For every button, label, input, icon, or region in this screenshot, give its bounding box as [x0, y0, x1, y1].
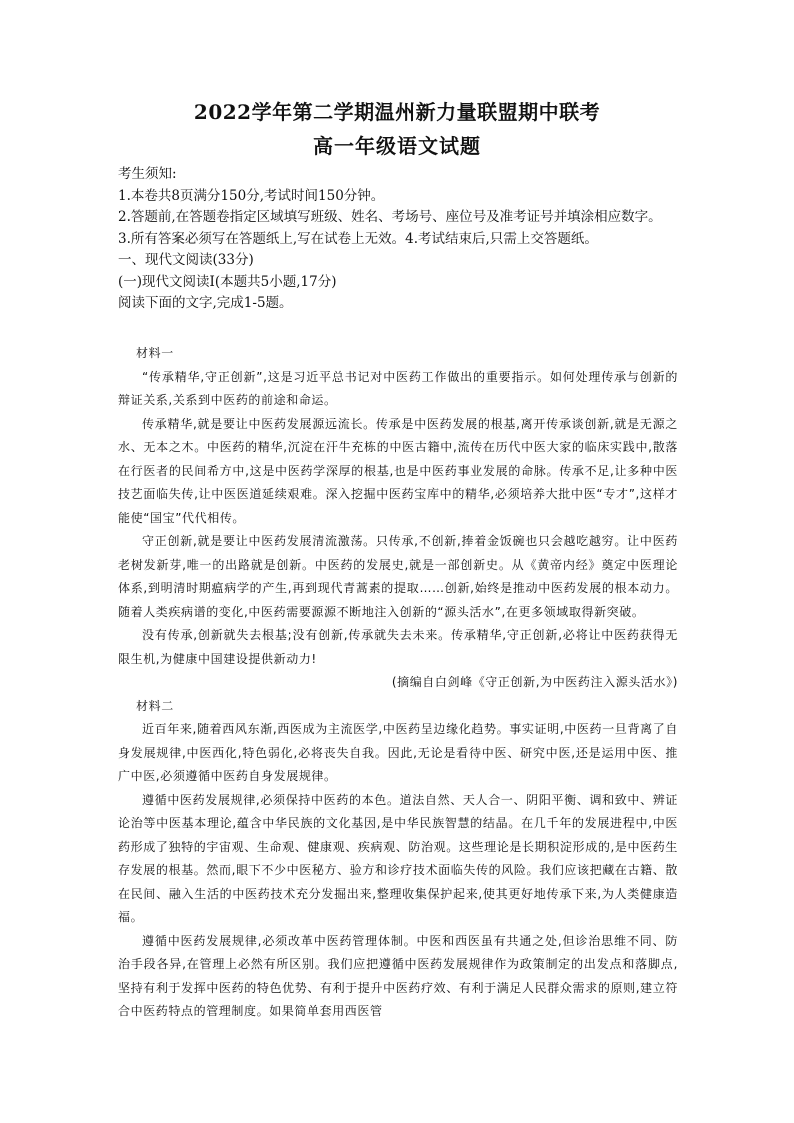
- exam-notes: [118, 164, 678, 315]
- material-label: 材料二: [136, 698, 174, 713]
- reading-passage: [118, 342, 678, 1024]
- exam-title: 2022学年第二学期温州新力量联盟期中联考: [193, 100, 601, 124]
- notes-item: 3.所有答案必须写在答题纸上,写在试卷上无效。4.考试结束后,只需上交答题纸。: [118, 230, 598, 247]
- paragraph: 近百年来,随着西风东渐,西医成为主流医学,中医药呈边缘化趋势。事实证明,中医药一旦背离了自身发展规律,中医西化,特色弱化,必将丧失自我。因此,无论是看待中医、研究中医,还是运用中医、推广中医,必须遵循中医药自身发展规律。: [118, 722, 678, 783]
- paragraph: 没有传承,创新就失去根基;没有创新,传承就失去未来。传承精华,守正创新,必将让中医药获得无限生机,为健康中国建设提供新动力!: [118, 628, 678, 666]
- notes-item: 2.答题前,在答题卷指定区域填写班级、姓名、考场号、座位号及准考证号并填涂相应数字。: [118, 209, 662, 225]
- paragraph: “传承精华,守正创新”,这是习近平总书记对中医药工作做出的重要指示。如何处理传承与创新的辩证关系,关系到中医药的前途和命运。: [118, 369, 678, 407]
- paragraph: 遵循中医药发展规律,必须保持中医药的本色。道法自然、天人合一、阴阳平衡、调和致中、辨证论治等中医基本理论,蕴含中华民族的文化基因,是中华民族智慧的结晶。在几千年的发展进程中,中医药形成了独特的宇宙观、生命观、健康观、疾病观、防治观。这些理论是长期积淀形成的,是中医药生存发展的根基。然而,眼下不少中医秘方、验方和诊疗技术面临失传的风险。我们应该把藏在古籍、散在民间、融入生活的中医药技术充分发掘出来,整理收集保护起来,使其更好地传承下来,为人类健康造福。: [118, 792, 678, 924]
- exam-subtitle: 高一年级语文试题: [313, 134, 481, 158]
- source-citation: (摘编自白剑峰《守正创新,为中医药注入源头活水》): [391, 675, 678, 689]
- notes-item: 1.本卷共8页满分150分,考试时间150分钟。: [118, 187, 385, 204]
- notes-heading: 考生须知:: [118, 166, 177, 182]
- material-label: 材料一: [136, 346, 174, 360]
- reading-instruction: 阅读下面的文字,完成1-5题。: [118, 295, 293, 311]
- paragraph: 守正创新,就是要让中医药发展清流激荡。只传承,不创新,捧着金饭碗也只会越吃越穷。让中医药老树发新芽,唯一的出路就是创新。中医药的发展史,就是一部创新史。从《黄帝内经》奠定中医理论体系,到明清时期瘟病学的产生,再到现代青蒿素的提取……创新,始终是推动中医药发展的根本动力。随着人类疾病谱的变化,中医药需要源源不断地注入创新的“源头活水”,在更多领域取得新突破。: [118, 534, 678, 619]
- paragraph: 传承精华,就是要让中医药发展源远流长。传承是中医药发展的根基,离开传承谈创新,就是无源之水、无本之木。中医药的精华,沉淀在汗牛充栋的中医古籍中,流传在历代中医大家的临床实践中,散落在行医者的民间希方中,这是中医药学深厚的根基,也是中医药事业发展的命脉。传承不足,让多种中医技艺面临失传,让中医医道延续艰难。深入挖掘中医药宝库中的精华,必须培养大批中医“专才”,这样才能使“国宝”代代相传。: [118, 416, 678, 525]
- subsection-heading: (一)现代文阅读Ⅰ(本题共5小题,17分): [118, 273, 337, 290]
- section-heading: 一、现代文阅读(33分): [118, 252, 254, 268]
- paragraph: 遵循中医药发展规律,必须改革中医药管理体制。中医和西医虽有共通之处,但诊治思维不同、防治手段各异,在管理上必然有所区别。我们应把遵循中医药发展规律作为政策制定的出发点和落脚点,坚持有利于发挥中医药的特色优势、有利于提升中医药疗效、有利于满足人民群众需求的原则,建立符合中医药特点的管理制度。如果简单套用西医管: [118, 933, 678, 1018]
